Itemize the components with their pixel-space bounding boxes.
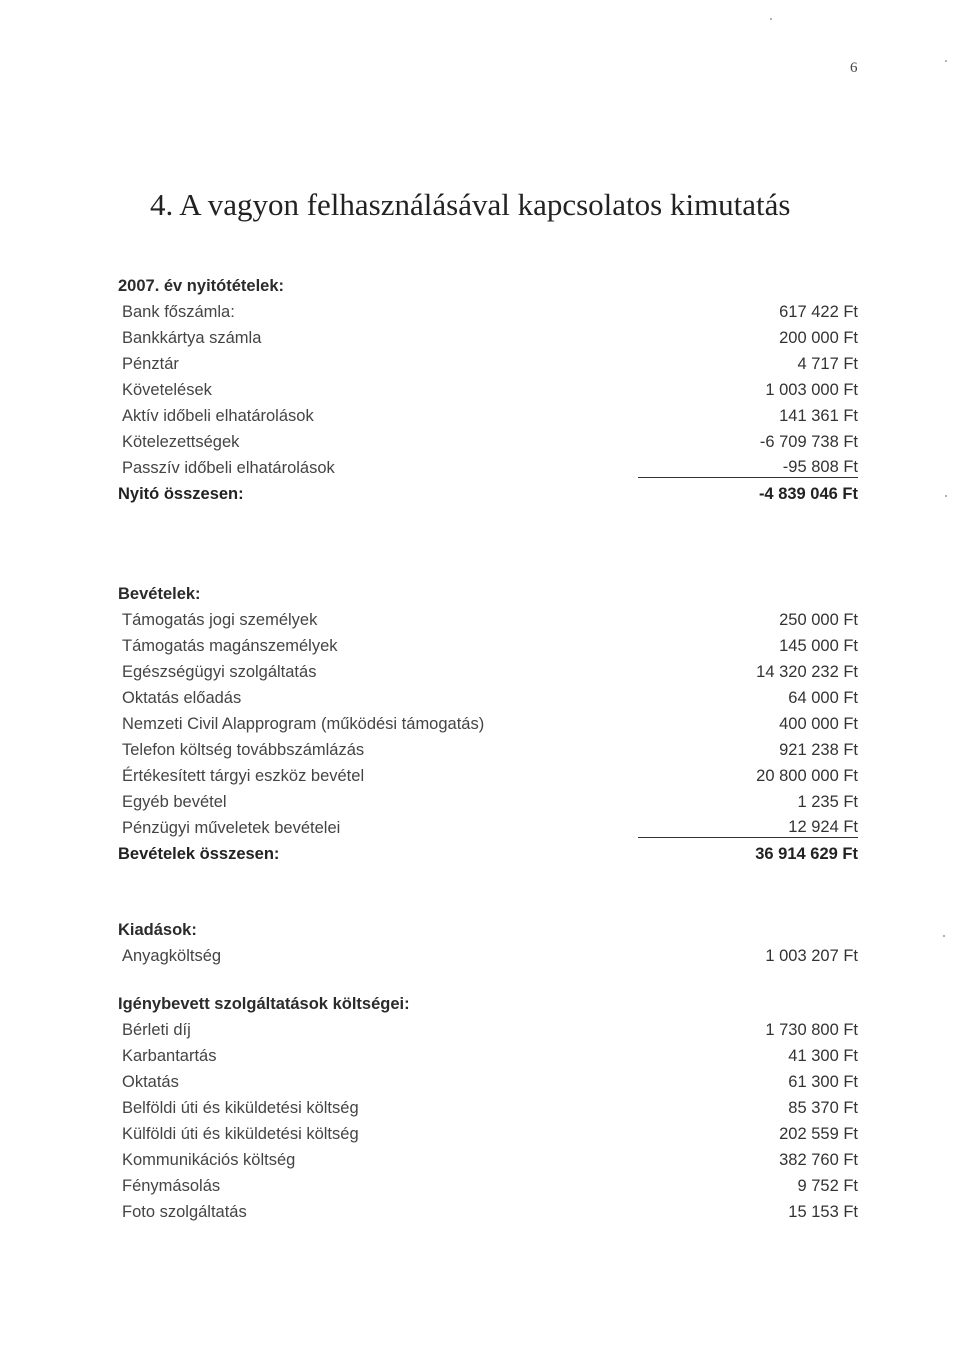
row-label: Anyagköltség	[122, 946, 222, 965]
service-row	[118, 1147, 858, 1173]
row-amount: 9 752 Ft	[797, 1176, 858, 1195]
total-label: Nyitó összesen:	[118, 484, 244, 503]
service-row	[118, 1095, 858, 1121]
row-label: Pénztár	[122, 354, 179, 373]
row-label: Telefon költség továbbszámlázás	[122, 740, 365, 759]
row-amount: 250 000 Ft	[779, 610, 858, 629]
row-amount: 145 000 Ft	[779, 636, 858, 655]
page-title: 4. A vagyon felhasználásával kapcsolatos kimutatás	[150, 187, 791, 222]
service-row	[118, 1043, 858, 1069]
row-amount: 1 235 Ft	[797, 792, 858, 811]
services-heading: Igénybevett szolgáltatások költségei:	[118, 995, 410, 1013]
service-row	[118, 1173, 858, 1199]
row-amount: 400 000 Ft	[779, 714, 858, 733]
income-section	[118, 581, 858, 867]
scan-speck	[770, 18, 772, 20]
opening-balances-section	[118, 273, 858, 507]
row-amount: 41 300 Ft	[788, 1046, 858, 1065]
row-label: Értékesített tárgyi eszköz bevétel	[122, 766, 365, 785]
row-amount: 617 422 Ft	[779, 302, 858, 321]
total-amount: -4 839 046 Ft	[758, 484, 858, 503]
row-label: Kötelezettségek	[122, 432, 240, 451]
scan-speck	[945, 495, 947, 497]
opening-total-row	[118, 481, 858, 507]
row-amount: 202 559 Ft	[779, 1124, 858, 1143]
row-amount: 4 717 Ft	[797, 354, 858, 373]
row-label: Oktatás előadás	[122, 688, 242, 707]
service-row	[118, 1121, 858, 1147]
row-amount: 1 730 800 Ft	[765, 1020, 858, 1039]
row-label: Passzív időbeli elhatárolások	[122, 458, 335, 477]
income-row	[118, 737, 858, 763]
row-amount: -95 808 Ft	[638, 458, 858, 478]
row-label: Támogatás magánszemélyek	[122, 636, 338, 655]
row-label: Kommunikációs költség	[122, 1150, 296, 1169]
opening-row	[118, 377, 858, 403]
income-row	[118, 685, 858, 711]
row-amount: 141 361 Ft	[779, 406, 858, 425]
opening-row	[118, 299, 858, 325]
total-amount: 36 914 629 Ft	[755, 844, 858, 863]
row-label: Nemzeti Civil Alapprogram (működési támogatás)	[122, 714, 485, 733]
row-label: Bérleti díj	[122, 1020, 191, 1039]
expenses-section	[118, 917, 858, 1225]
opening-heading: 2007. év nyitótételek:	[118, 277, 284, 295]
income-total-row	[118, 841, 858, 867]
income-row	[118, 659, 858, 685]
row-label: Követelések	[122, 380, 212, 399]
expenses-heading: Kiadások:	[118, 921, 197, 939]
row-label: Egyéb bevétel	[122, 792, 227, 811]
row-label: Karbantartás	[122, 1046, 217, 1065]
row-label: Bankkártya számla	[122, 328, 262, 347]
row-label: Fénymásolás	[122, 1176, 221, 1195]
row-label: Támogatás jogi személyek	[122, 610, 318, 629]
income-row	[118, 711, 858, 737]
row-label: Belföldi úti és kiküldetési költség	[122, 1098, 359, 1117]
opening-row	[118, 403, 858, 429]
row-label: Külföldi úti és kiküldetési költség	[122, 1124, 359, 1143]
service-row	[118, 1017, 858, 1043]
row-label: Foto szolgáltatás	[122, 1202, 247, 1221]
page-number: 6	[850, 60, 858, 76]
service-row	[118, 1199, 858, 1225]
opening-row	[118, 455, 858, 481]
income-row	[118, 607, 858, 633]
total-label: Bevételek összesen:	[118, 844, 280, 863]
row-amount: 1 003 207 Ft	[765, 946, 858, 965]
row-amount: 12 924 Ft	[638, 818, 858, 838]
income-row	[118, 763, 858, 789]
row-amount: 1 003 000 Ft	[765, 380, 858, 399]
scan-speck	[945, 60, 947, 62]
service-row	[118, 1069, 858, 1095]
row-amount: 61 300 Ft	[788, 1072, 858, 1091]
opening-row	[118, 429, 858, 455]
row-label: Pénzügyi műveletek bevételei	[122, 818, 341, 837]
row-amount: 200 000 Ft	[779, 328, 858, 347]
row-label: Oktatás	[122, 1072, 179, 1091]
expense-row	[118, 943, 858, 969]
row-amount: 20 800 000 Ft	[756, 766, 858, 785]
row-label: Aktív időbeli elhatárolások	[122, 406, 314, 425]
row-label: Bank főszámla:	[122, 302, 235, 321]
row-amount: 85 370 Ft	[788, 1098, 858, 1117]
row-amount: -6 709 738 Ft	[759, 432, 858, 451]
income-row	[118, 815, 858, 841]
row-amount: 382 760 Ft	[779, 1150, 858, 1169]
income-row	[118, 789, 858, 815]
row-amount: 14 320 232 Ft	[756, 662, 858, 681]
row-amount: 15 153 Ft	[788, 1202, 858, 1221]
opening-row	[118, 325, 858, 351]
row-amount: 921 238 Ft	[779, 740, 858, 759]
scan-speck	[943, 935, 945, 937]
income-row	[118, 633, 858, 659]
row-label: Egészségügyi szolgáltatás	[122, 662, 317, 681]
income-heading: Bevételek:	[118, 585, 201, 603]
opening-row	[118, 351, 858, 377]
row-amount: 64 000 Ft	[788, 688, 858, 707]
